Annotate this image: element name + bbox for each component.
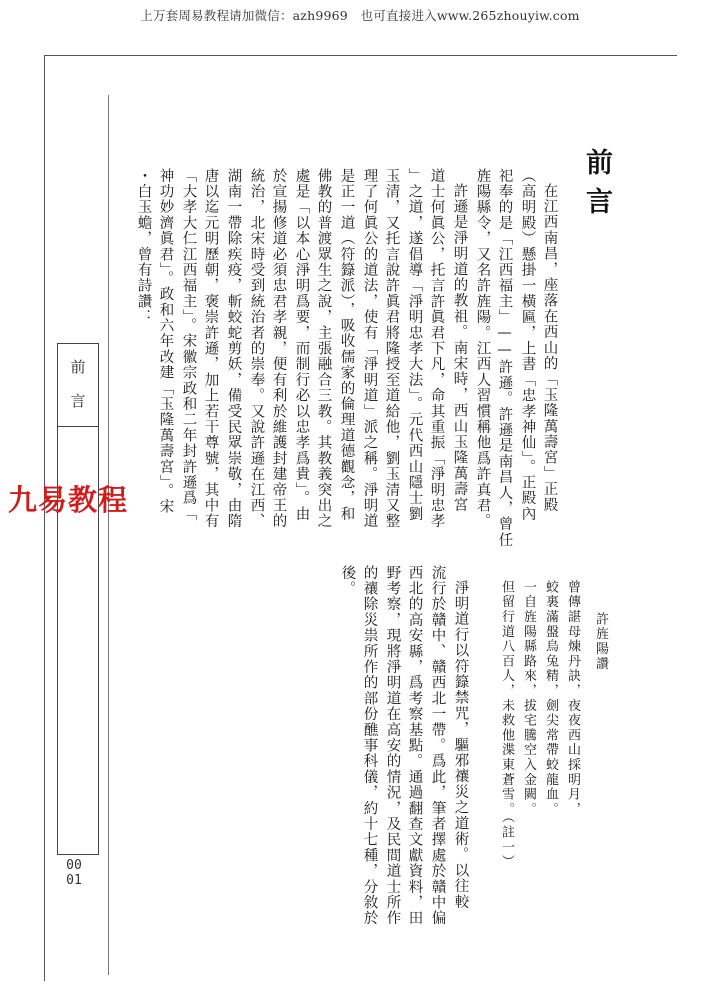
- body-column: 神功妙濟眞君」。政和六年改建「玉隆萬壽宮」。宋: [157, 168, 174, 515]
- body-column: 」之道，遂倡導「淨明忠孝大法」。元代西山隱士劉: [406, 168, 423, 522]
- page-number: 0001: [66, 858, 82, 888]
- closing-column: 西北的高安縣，爲考察基點。通過翻查文獻資料，田: [406, 565, 423, 927]
- side-tab-char-1: 前: [70, 358, 86, 376]
- closing-column: 的禳除災祟所作的部份醮事科儀，約十七種，分敘於: [361, 565, 378, 927]
- poem-line: 一自旌陽縣路來，拔宅騰空入金闕。: [521, 580, 536, 817]
- side-tab-char-2: 言: [70, 392, 86, 410]
- body-column: 統治，北宋時受到統治者的崇奉。又說許遜在江西、: [248, 168, 265, 530]
- closing-column: 流行於贛中、贛西北一帶。爲此，筆者擇處於贛中偏: [429, 565, 446, 927]
- page-title: 前言: [581, 148, 612, 226]
- body-column: 理了何眞公的道法，使有「淨明道」派之稱。淨明道: [361, 168, 378, 530]
- body-column: 處是「以本心淨明爲要，而制行必以忠孝爲貴」。由: [293, 168, 310, 522]
- body-column: 許遜是淨明道的教祖。南宋時，西山玉隆萬壽宮: [451, 183, 468, 513]
- body-column: （高明殿）懸掛一橫匾，上書「忠孝神仙」。正殿內: [519, 168, 536, 522]
- closing-column: 淨明道行以符籙禁咒，驅邪禳災之道術。以往較: [452, 580, 469, 910]
- body-column: 佛教的普渡眾生之說，主張融合三教。其教義突出之: [315, 168, 332, 530]
- top-watermark: 上万套周易教程请加微信：azh9969 也可直接进入www.265zhouyiw.com: [140, 8, 580, 23]
- body-column: 是正一道（符籙派），吸收儒家的倫理道德觀念，和: [338, 168, 355, 522]
- body-column: 道士何眞公，托言許眞君下凡，命其重振「淨明忠孝: [428, 168, 445, 530]
- body-column: 祀奉的是「江西福主」——許遜。許遜是南昌人，曾任: [496, 168, 513, 548]
- body-column: 玉清，又托言說許眞君將隆授至道給他，劉玉清又整: [383, 168, 400, 530]
- closing-column: 野考察，現將淨明道在高安的情況，及民間道士所作: [384, 565, 401, 927]
- poem-line: 蛟裏滿盤烏兔精，劍尖常帶蛟龍血。: [543, 580, 558, 817]
- inner-margin-rule: [108, 95, 109, 975]
- poem-title: 許旌陽讚: [593, 612, 608, 672]
- brand-watermark: 九易教程: [8, 483, 129, 517]
- body-column: 於宣揚修道必須忠君孝親，便有利於維護封建帝王的: [270, 168, 287, 530]
- poem-line: 但留行道八百人，未救他渫東蒼雪。（註一）: [499, 580, 514, 870]
- body-column: 旌陽縣令，又名許旌陽。江西人習慣稱他爲許真君。: [474, 168, 491, 530]
- poem-line: 曾傳諶母煉丹訣，夜夜西山採明月，: [565, 580, 580, 817]
- closing-column: 後。: [339, 565, 356, 597]
- side-tab-divider: [58, 426, 98, 427]
- body-column: 唐以迄元明歷朝，褒崇許遜，加上若干尊號，其中有: [202, 168, 219, 530]
- body-column: ・白玉蟾，曾有詩讚：: [135, 168, 152, 325]
- body-column: 在江西南昌，座落在西山的「玉隆萬壽宮」正殿: [541, 183, 558, 513]
- body-column: 「大孝大仁江西福主」。宋徽宗政和二年封許遜爲「: [180, 168, 197, 522]
- body-column: 湖南一帶除疾疫，斬蛟蛇剪妖，備受民眾崇敬，由隋: [225, 168, 242, 530]
- side-tab: [57, 343, 99, 855]
